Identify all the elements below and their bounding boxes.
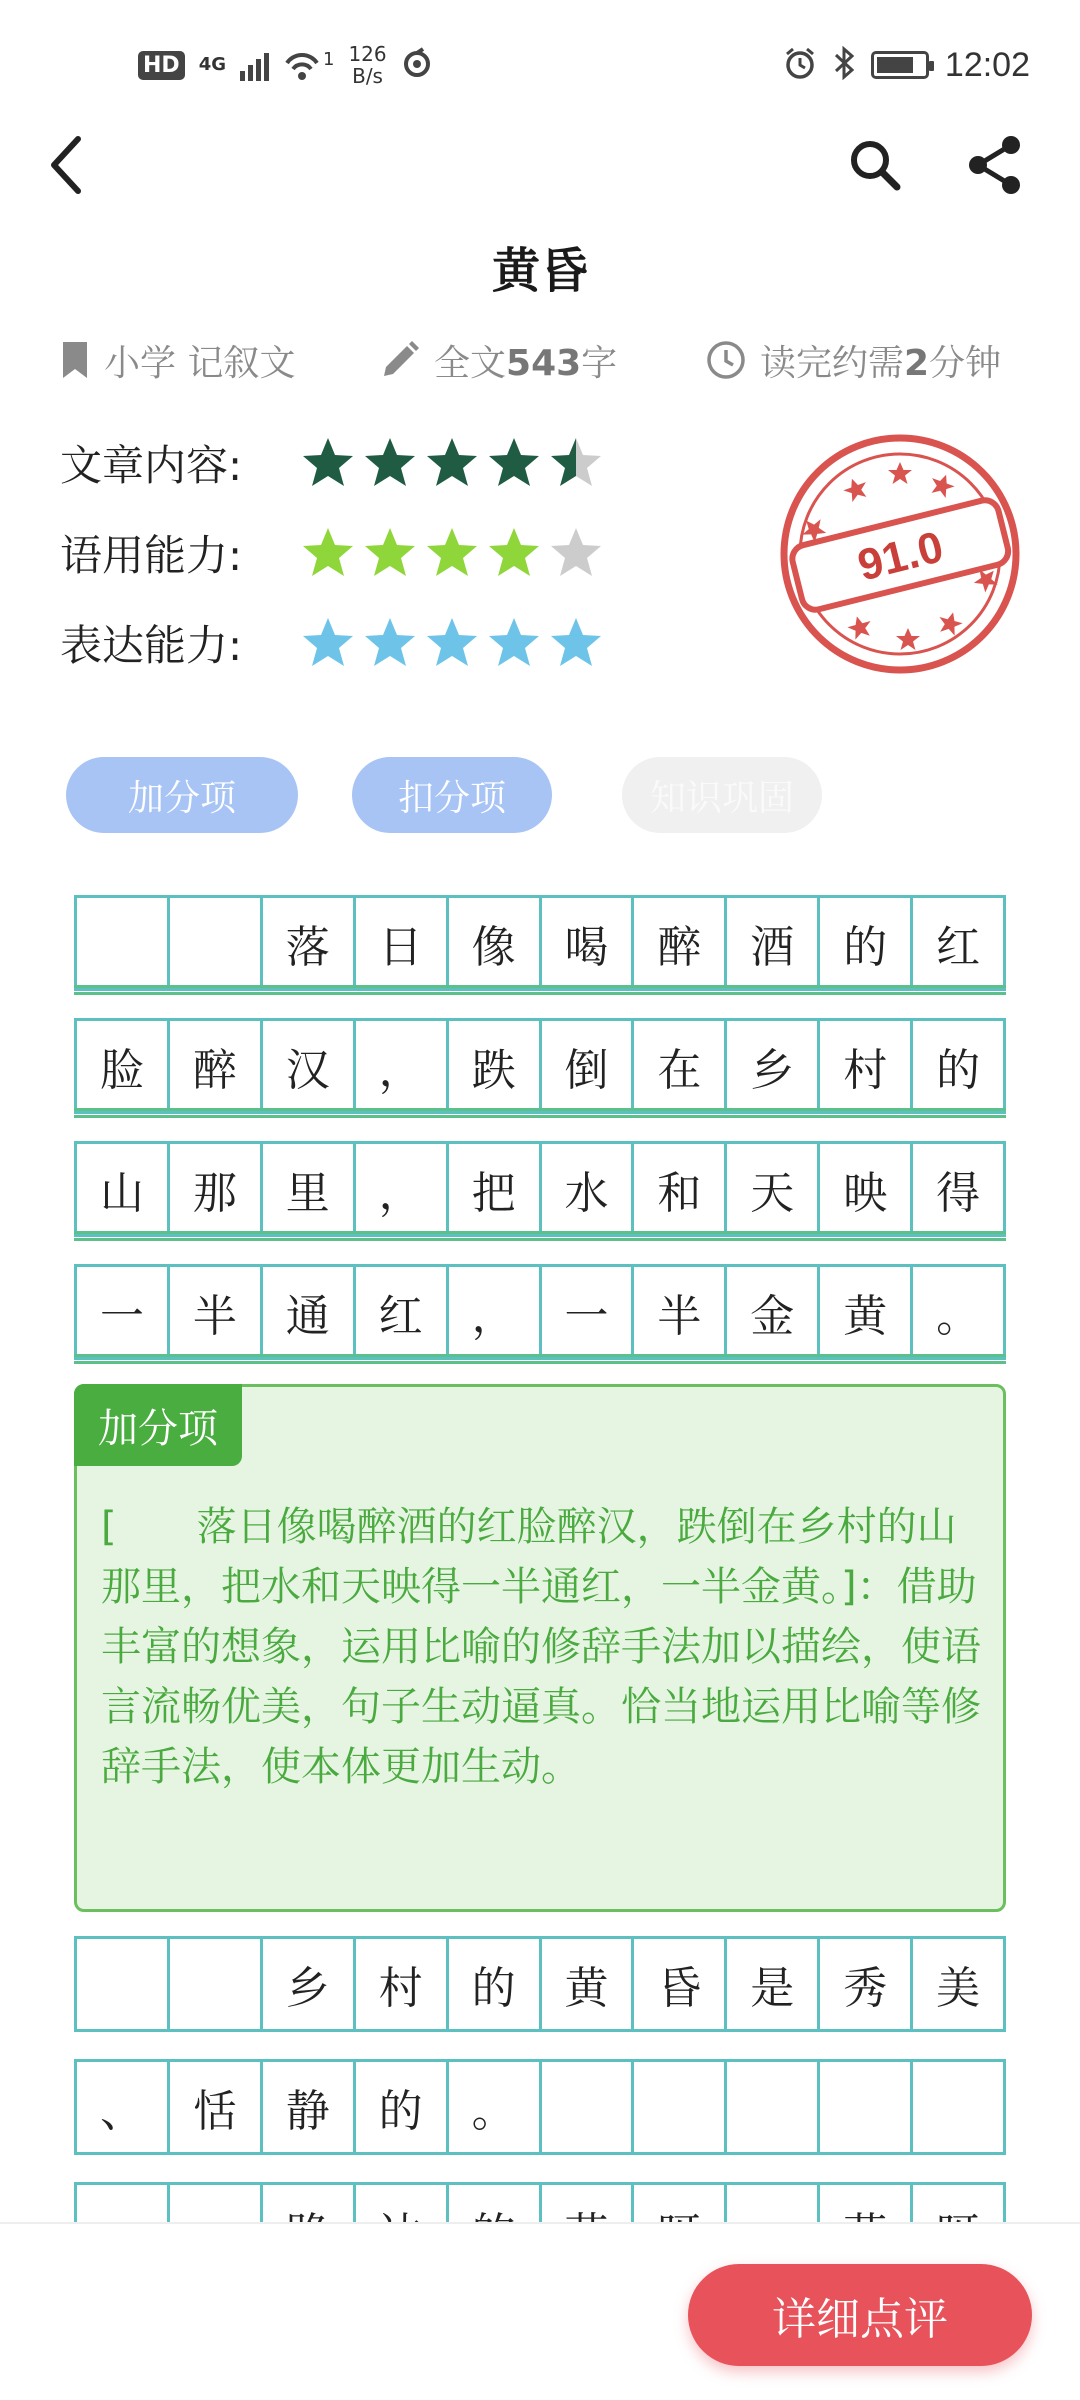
essay-cell: 红 [356, 1267, 449, 1357]
essay-cell: 村 [820, 1021, 913, 1111]
meta-word-count [380, 330, 617, 390]
essay-cell: 通 [263, 1267, 356, 1357]
words-count: 543 [506, 342, 582, 384]
search-icon [847, 137, 903, 193]
network-speed [348, 43, 386, 87]
essay-cell: 得 [936, 1168, 981, 1219]
rating-label: 文章内容: [60, 441, 243, 490]
comment-box [74, 1384, 1006, 1912]
share-button[interactable] [960, 128, 1030, 202]
essay-cell: 倒 [542, 1021, 635, 1111]
essay-cell: 秀 [820, 1939, 913, 2029]
share-icon [965, 134, 1025, 196]
meta-read-time [706, 330, 1001, 390]
rating-expression [60, 608, 604, 678]
essay-cell [170, 1939, 263, 2029]
essay-cell: 那 [170, 1144, 263, 1234]
network-type: 4G [198, 54, 226, 75]
essay-row [74, 895, 1006, 991]
star-icon [362, 435, 418, 491]
comment-tag: 加分项 [74, 1384, 242, 1466]
back-button[interactable] [36, 130, 96, 200]
essay-row [74, 1936, 1006, 2032]
essay-cell: 静 [263, 2062, 356, 2152]
clock: 12:02 [944, 45, 1030, 84]
underline-double [74, 1354, 1006, 1364]
star-rating [300, 435, 604, 491]
essay-cell: 醉 [170, 1021, 263, 1111]
essay-row [74, 1141, 1006, 1237]
essay-cell: 像 [449, 898, 542, 988]
alarm-icon [783, 46, 817, 84]
words-suffix: 字 [581, 342, 618, 384]
score-value: 91.0 [853, 522, 949, 591]
tab-minus-points[interactable]: 扣分项 [352, 757, 552, 833]
essay-cell: ， [356, 1144, 449, 1234]
essay-cell: 的 [356, 2062, 449, 2152]
essay-cell: 跌 [449, 1021, 542, 1111]
essay-cell: 里 [263, 1144, 356, 1234]
essay-cell: 水 [542, 1144, 635, 1234]
underline-double [74, 985, 1006, 995]
essay-cell: 、 [77, 2062, 170, 2152]
status-bar [0, 0, 1080, 120]
essay-cell: 乡 [727, 1021, 820, 1111]
star-rating [300, 615, 604, 671]
essay-cell: 山 [77, 1144, 170, 1234]
star-rating [300, 525, 604, 581]
essay-cell: 醉 [634, 898, 727, 988]
essay-cell: 黄 [542, 1939, 635, 2029]
read-minutes: 2 [904, 342, 930, 384]
star-icon [548, 525, 604, 581]
essay-cell: 是 [727, 1939, 820, 2029]
chevron-left-icon [46, 135, 86, 195]
essay-cell [170, 898, 263, 988]
star-icon [300, 525, 356, 581]
star-icon [486, 525, 542, 581]
essay-cell [634, 2062, 727, 2152]
speed-value: 126 [348, 42, 387, 66]
star-icon [486, 435, 542, 491]
essay-cell: 半 [170, 1267, 263, 1357]
essay-cell [77, 1939, 170, 2029]
essay-cell: 在 [634, 1021, 727, 1111]
essay-cell: 乡 [263, 1939, 356, 2029]
battery-icon [871, 51, 929, 79]
essay-cell: 美 [936, 1963, 981, 2014]
essay-cell: 映 [820, 1144, 913, 1234]
wifi-badge: 1 [323, 49, 335, 70]
rating-label: 表达能力: [60, 621, 243, 670]
star-icon [548, 615, 604, 671]
star-icon [362, 525, 418, 581]
star-icon [300, 615, 356, 671]
essay-cell: 的 [820, 898, 913, 988]
essay-cell [542, 2062, 635, 2152]
essay-cell: 一 [542, 1267, 635, 1357]
essay-row [74, 1264, 1006, 1360]
wifi-icon [283, 49, 334, 81]
detail-review-button[interactable]: 详细点评 [688, 2264, 1032, 2366]
score-stamp [774, 428, 1026, 680]
essay-cell: 的 [449, 1939, 542, 2029]
essay-cell: 天 [727, 1144, 820, 1234]
essay-cell: 村 [356, 1939, 449, 2029]
pencil-icon [380, 340, 420, 380]
essay-cell: 恬 [170, 2062, 263, 2152]
essay-cell: 昏 [634, 1939, 727, 2029]
read-prefix: 读完约需 [760, 342, 905, 384]
essay-cell [820, 2062, 913, 2152]
essay-cell: 金 [727, 1267, 820, 1357]
essay-row [74, 1018, 1006, 1114]
signal-icon [240, 49, 269, 81]
essay-cell: 一 [77, 1267, 170, 1357]
clock-icon [706, 340, 746, 380]
page-title: 黄昏 [491, 243, 588, 299]
star-icon [362, 615, 418, 671]
essay-cell [913, 2062, 1003, 2152]
underline-double [74, 1231, 1006, 1241]
tab-knowledge[interactable]: 知识巩固 [622, 757, 822, 833]
read-suffix: 分钟 [929, 342, 1002, 384]
essay-cell: 半 [634, 1267, 727, 1357]
star-icon [424, 615, 480, 671]
essay-cell: 和 [634, 1144, 727, 1234]
essay-cell: 黄 [820, 1267, 913, 1357]
star-icon [300, 435, 356, 491]
star-icon [548, 435, 604, 491]
meta-category [60, 330, 295, 390]
essay-cell: ， [449, 1267, 542, 1357]
comment-text: [ 落日像喝醉酒的红脸醉汉，跌倒在乡村的山那里，把水和天映得一半通红，一半金黄。]：借助丰富的想象，运用比喻的修辞手法加以描绘，使语言流畅优美，句子生动逼真。恰当地运用比喻等修辞手法，使本体更加生动。 [101, 1504, 981, 1790]
essay-cell: 把 [449, 1144, 542, 1234]
essay-cell: 脸 [77, 1021, 170, 1111]
hd-badge: HD [138, 51, 185, 80]
rating-label: 语用能力: [60, 531, 243, 580]
essay-cell: 酒 [727, 898, 820, 988]
essay-cell: 。 [449, 2062, 542, 2152]
rating-content [60, 428, 604, 498]
essay-cell: 汉 [263, 1021, 356, 1111]
category-label: 小学 记叙文 [104, 342, 296, 384]
rating-language [60, 518, 604, 588]
tab-plus-points[interactable]: 加分项 [66, 757, 298, 833]
essay-cell: 喝 [542, 898, 635, 988]
sync-icon [401, 47, 433, 83]
bluetooth-icon [833, 46, 855, 84]
essay-cell: 红 [936, 922, 981, 973]
words-prefix: 全文 [434, 342, 507, 384]
essay-cell: ， [356, 1021, 449, 1111]
essay-cell [727, 2062, 820, 2152]
bookmark-icon [60, 340, 90, 380]
search-button[interactable] [840, 130, 910, 200]
essay-cell: 。 [936, 1291, 981, 1342]
essay-cell [77, 898, 170, 988]
star-icon [424, 435, 480, 491]
essay-cell: 的 [936, 1045, 981, 1096]
star-icon [486, 615, 542, 671]
star-icon [424, 525, 480, 581]
essay-cell: 落 [263, 898, 356, 988]
essay-row [74, 2059, 1006, 2155]
speed-unit: B/s [352, 64, 383, 88]
underline-double [74, 1108, 1006, 1118]
essay-cell: 日 [356, 898, 449, 988]
